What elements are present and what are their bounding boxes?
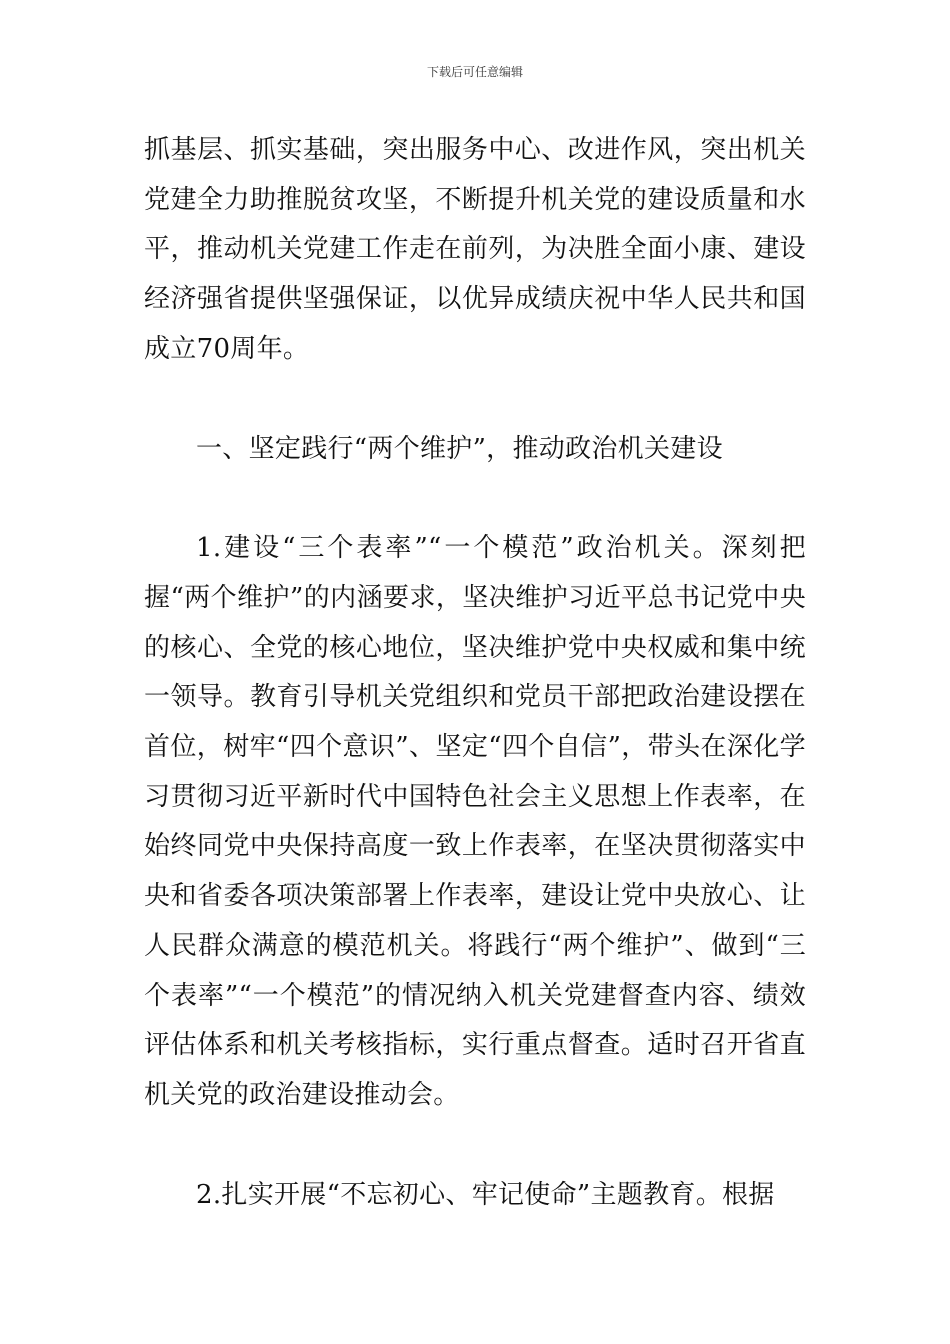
paragraph-item-2: 2.扎实开展“不忘初心、牢记使命”主题教育。根据: [196, 1179, 775, 1210]
paragraph-item-1: 1.建设“三个表率”“一个模范”政治机关。深刻把握“两个维护”的内涵要求，坚决维护习近平总书记党中央的核心、全党的核心地位，坚决维护党中央权威和集中统一领导。教育引导机关党组织和党员干部把政治建设摆在首位，树牢“四个意识”、坚定“四个自信”，带头在深化学习贯彻习近平新时代中国特色社会主义思想上作表率，在始终同党中央保持高度一致上作表率，在坚决贯彻落实中央和省委各项决策部署上作表率，建设让党中央放心、让人民群众满意的模范机关。将践行“两个维护”、做到“三个表率”“一个模范”的情况纳入机关党建督查内容、绩效评估体系和机关考核指标，实行重点督查。适时召开省直机关党的政治建设推动会。: [144, 533, 806, 1110]
page-header-note: 下载后可任意编辑: [426, 65, 523, 79]
document-body: [144, 126, 806, 1220]
paragraph-intro-continuation: 抓基层、抓实基础，突出服务中心、改进作风，突出机关党建全力助推脱贫攻坚，不断提升机关党的建设质量和水平，推动机关党建工作走在前列，为决胜全面小康、建设经济强省提供坚强保证，以优异成绩庆祝中华人民共和国成立70周年。: [144, 135, 806, 364]
section-heading-1: 一、坚定践行“两个维护”，推动政治机关建设: [196, 433, 723, 464]
